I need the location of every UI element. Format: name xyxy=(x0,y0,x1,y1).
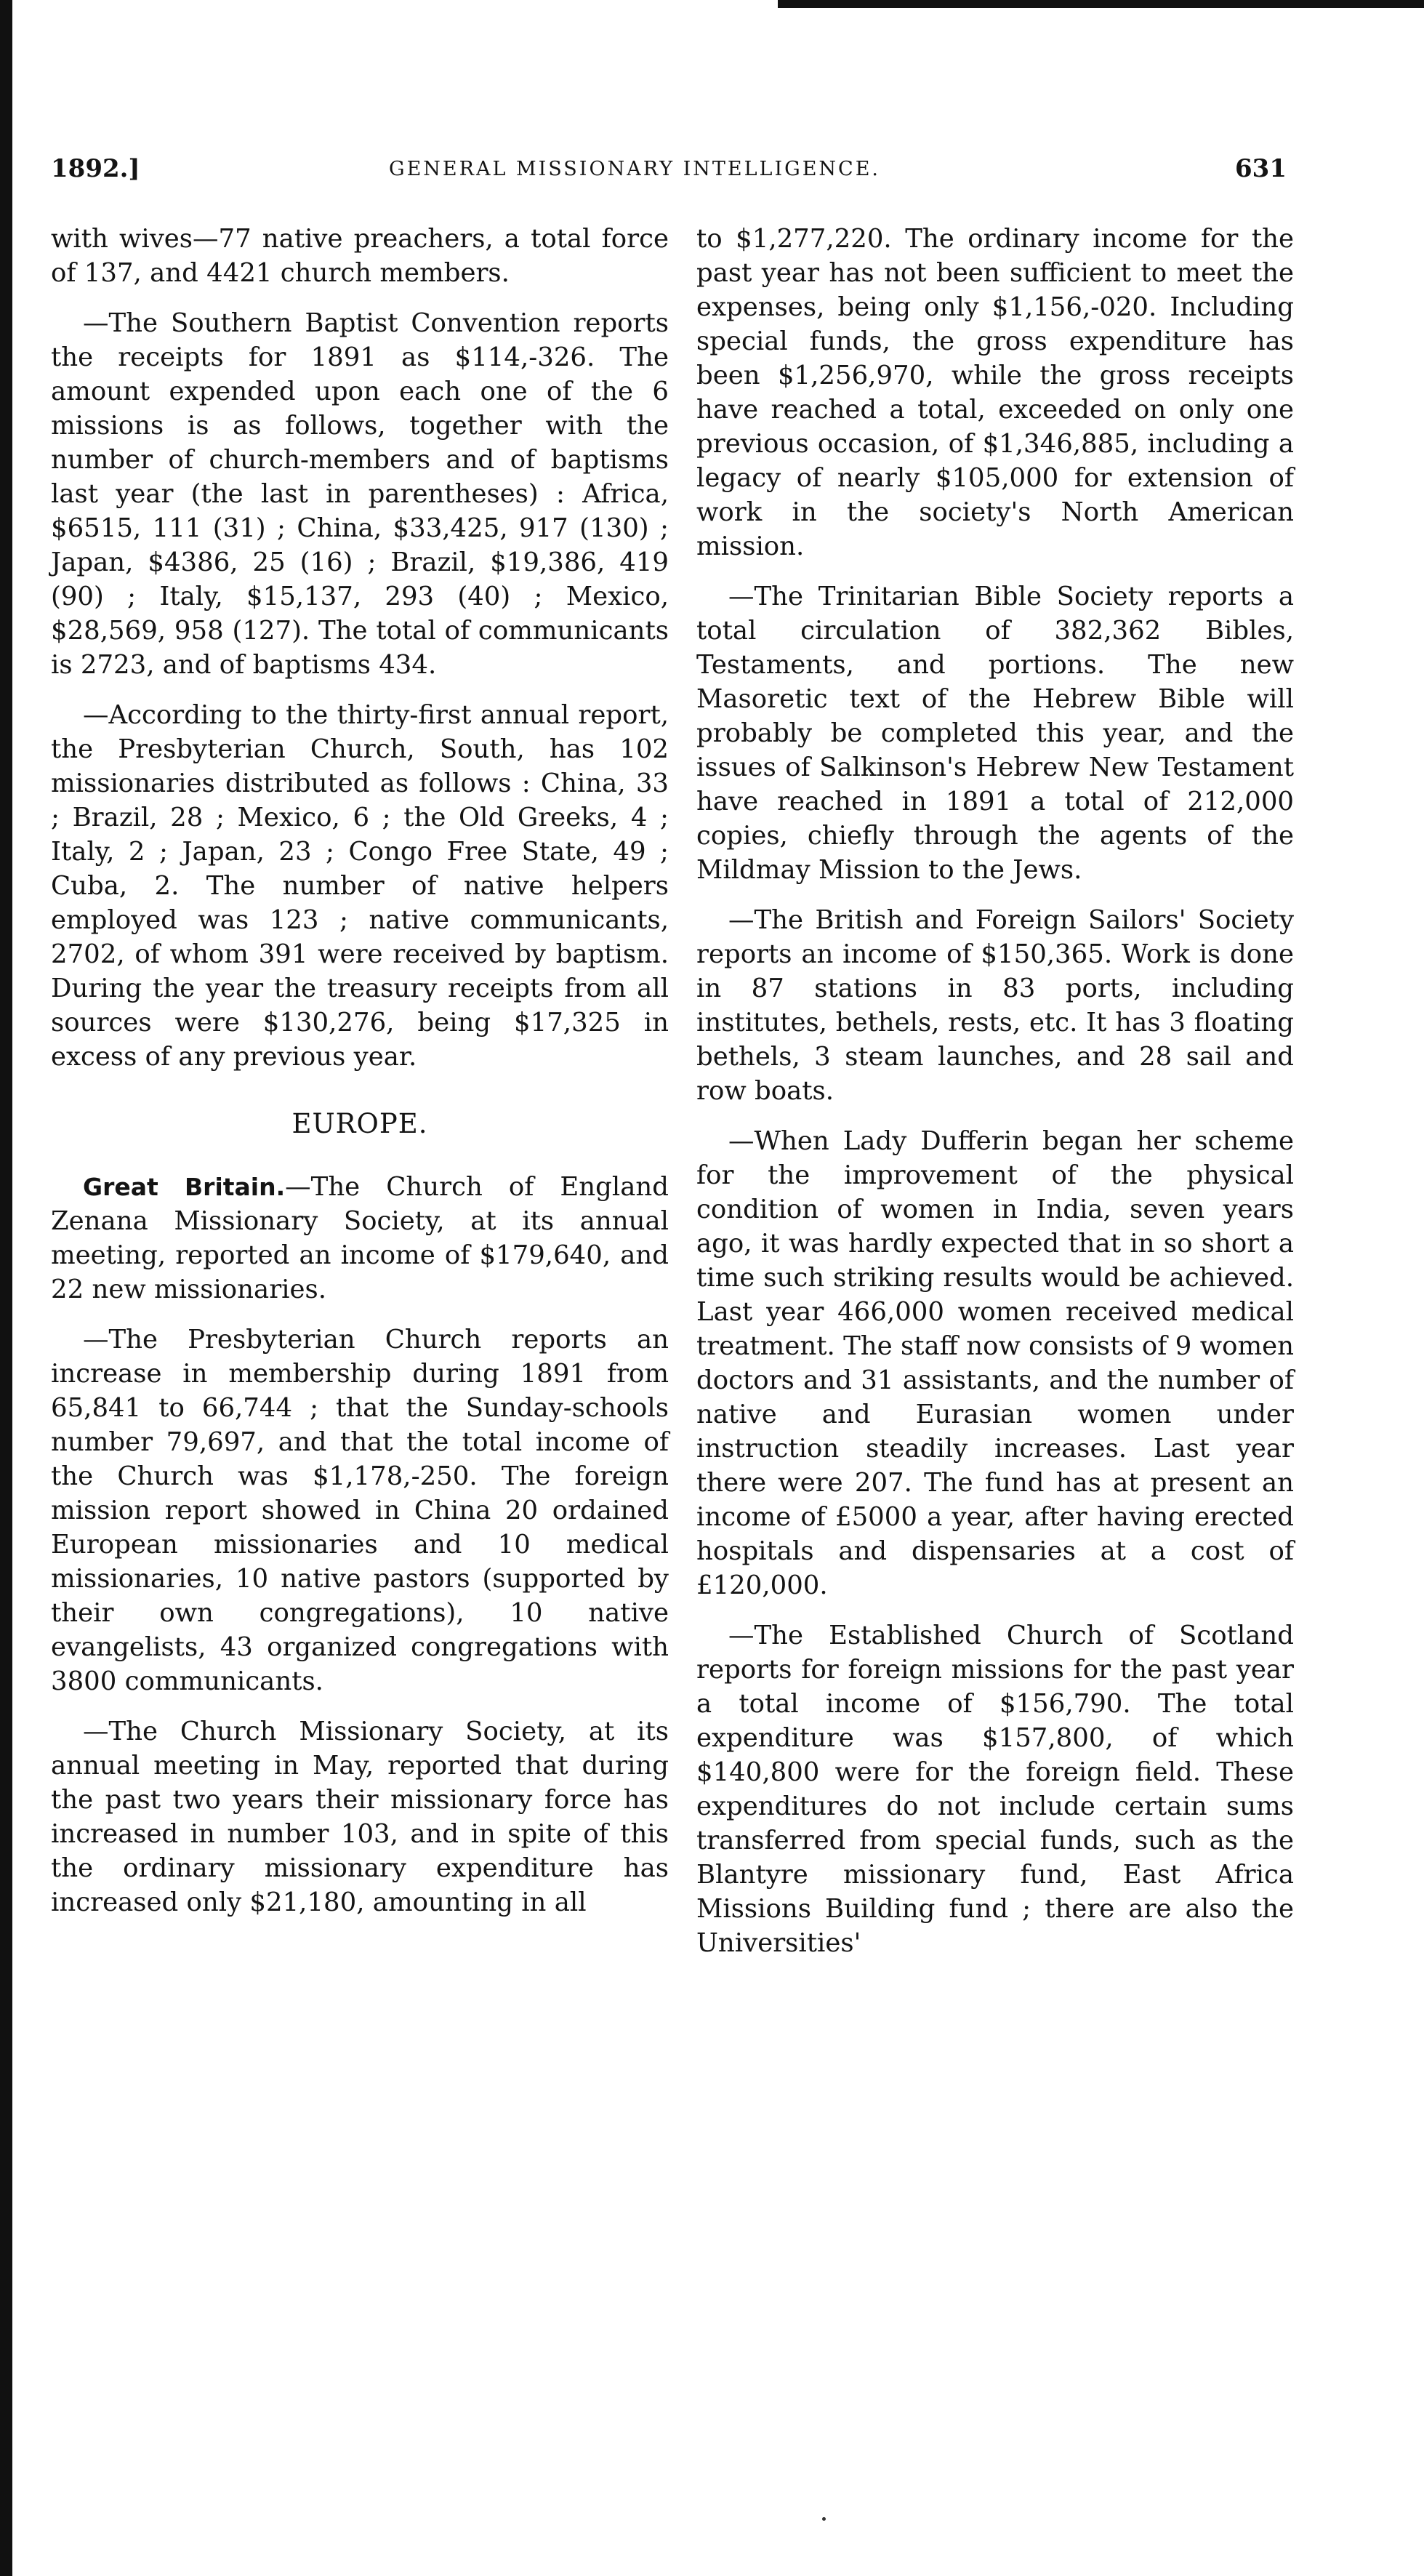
top-edge-rule xyxy=(778,0,1424,8)
running-header xyxy=(51,154,1287,190)
print-speck xyxy=(822,2517,826,2521)
left-margin-rule xyxy=(0,0,12,2576)
page-number: 631 xyxy=(1235,154,1287,183)
paragraph-presbyterian-church: —The Presbyterian Church reports an increase in membership during 1891 from 65,841 to 66,744 ; that the Sunday-schools number 79,697, and that the total income of the Church was $1,178,-250. The foreign mission report showed in China 20 ordained European missionaries and 10 medical missionaries, 10 native pastors (supported by their own congregations), 10 native evangelists, 43 organized congregations with 3800 communicants. xyxy=(51,1325,669,1696)
paragraph-lady-dufferin: —When Lady Dufferin began her scheme for the improvement of the physical condition of women in India, seven years ago, it was hardly expected that in so short a time such striking results would be achieved. Last year 466,000 women received medical treatment. The staff now consists of 9 women doctors and 31 assistants, and the number of native and Eurasian women under instruction steadily increases. Last year there were 207. The fund has at present an income of £5000 a year, after having erected hospitals and dispensaries at a cost of £120,000. xyxy=(696,1126,1294,1600)
paragraph-presbyterian-south: —According to the thirty-first annual report, the Presbyterian Church, South, has 102 missionaries distributed as follows : China, 33 ; Brazil, 28 ; Mexico, 6 ; the Old Greeks, 4 ; Italy, 2 ; Japan, 23 ; Congo Free State, 49 ; Cuba, 2. The number of native helpers employed was 123 ; native communicants, 2702, of whom 391 were received by baptism. During the year the treasury receipts from all sources were $130,276, being $17,325 in excess of any previous year. xyxy=(51,700,669,1072)
paragraph-church-of-scotland: —The Established Church of Scotland reports for foreign missions for the past year a total income of $156,790. The total expenditure was $157,800, of which $140,800 were for the foreign field. These expenditures do not include certain sums transferred from special funds, such as the Blantyre missionary fund, East Africa Missions Building fund ; there are also the Universities' xyxy=(696,1621,1294,1958)
paragraph-cms-continued: to $1,277,220. The ordinary income for the past year has not been sufficient to meet the expenses, being only $1,156,-020. Including special funds, the gross expenditure has been $1,256,970, while the gross receipts have reached a total, exceeded on only one previous occasion, of $1,346,885, including a legacy of nearly $105,000 for extension of work in the society's North American mission. xyxy=(696,224,1294,561)
section-heading-europe: EUROPE. xyxy=(291,1108,428,1139)
left-column xyxy=(51,222,669,1935)
header-year: 1892.] xyxy=(51,154,140,183)
header-title: GENERAL MISSIONARY INTELLIGENCE. xyxy=(389,158,880,180)
runin-great-britain: Great Britain. xyxy=(83,1173,286,1201)
paragraph-trinitarian-bible-society: —The Trinitarian Bible Society reports a total circulation of 382,362 Bibles, Testaments, and portions. The new Masoretic text of the Hebrew Bible will probably be completed this year, and the issues of Salkinson's Hebrew New Testament have reached in 1891 a total of 212,000 copies, chiefly through the agents of the Mildmay Mission to the Jews. xyxy=(696,582,1294,885)
paragraph-wives-preachers: with wives—77 native preachers, a total force of 137, and 4421 church members. xyxy=(51,224,669,288)
right-column xyxy=(696,222,1294,1976)
paragraph-zenana-society xyxy=(51,1170,669,1307)
paragraph-zenana-text: —The Church of England Zenana Missionary Society, at its annual meeting, reported an income of $179,640, and 22 new missionaries. xyxy=(51,1172,669,1304)
paragraph-southern-baptist: —The Southern Baptist Convention reports the receipts for 1891 as $114,-326. The amount expended upon each one of the 6 missions is as follows, together with the number of church-members and of baptisms last year (the last in parentheses) : Africa, $6515, 111 (31) ; China, $33,425, 917 (130) ; Japan, $4386, 25 (16) ; Brazil, $19,386, 419 (90) ; Italy, $15,137, 293 (40) ; Mexico, $28,569, 958 (127). The total of communicants is 2723, and of baptisms 434. xyxy=(51,308,669,680)
paragraph-sailors-society: —The British and Foreign Sailors' Society reports an income of $150,365. Work is done in 87 stations in 83 ports, including institutes, bethels, rests, etc. It has 3 floating bethels, 3 steam launches, and 28 sail and row boats. xyxy=(696,905,1294,1106)
paragraph-church-missionary-society: —The Church Missionary Society, at its annual meeting in May, reported that during the past two years their missionary force has increased in number 103, and in spite of this the ordinary missionary expenditure has increased only $21,180, amounting in all xyxy=(51,1717,669,1917)
